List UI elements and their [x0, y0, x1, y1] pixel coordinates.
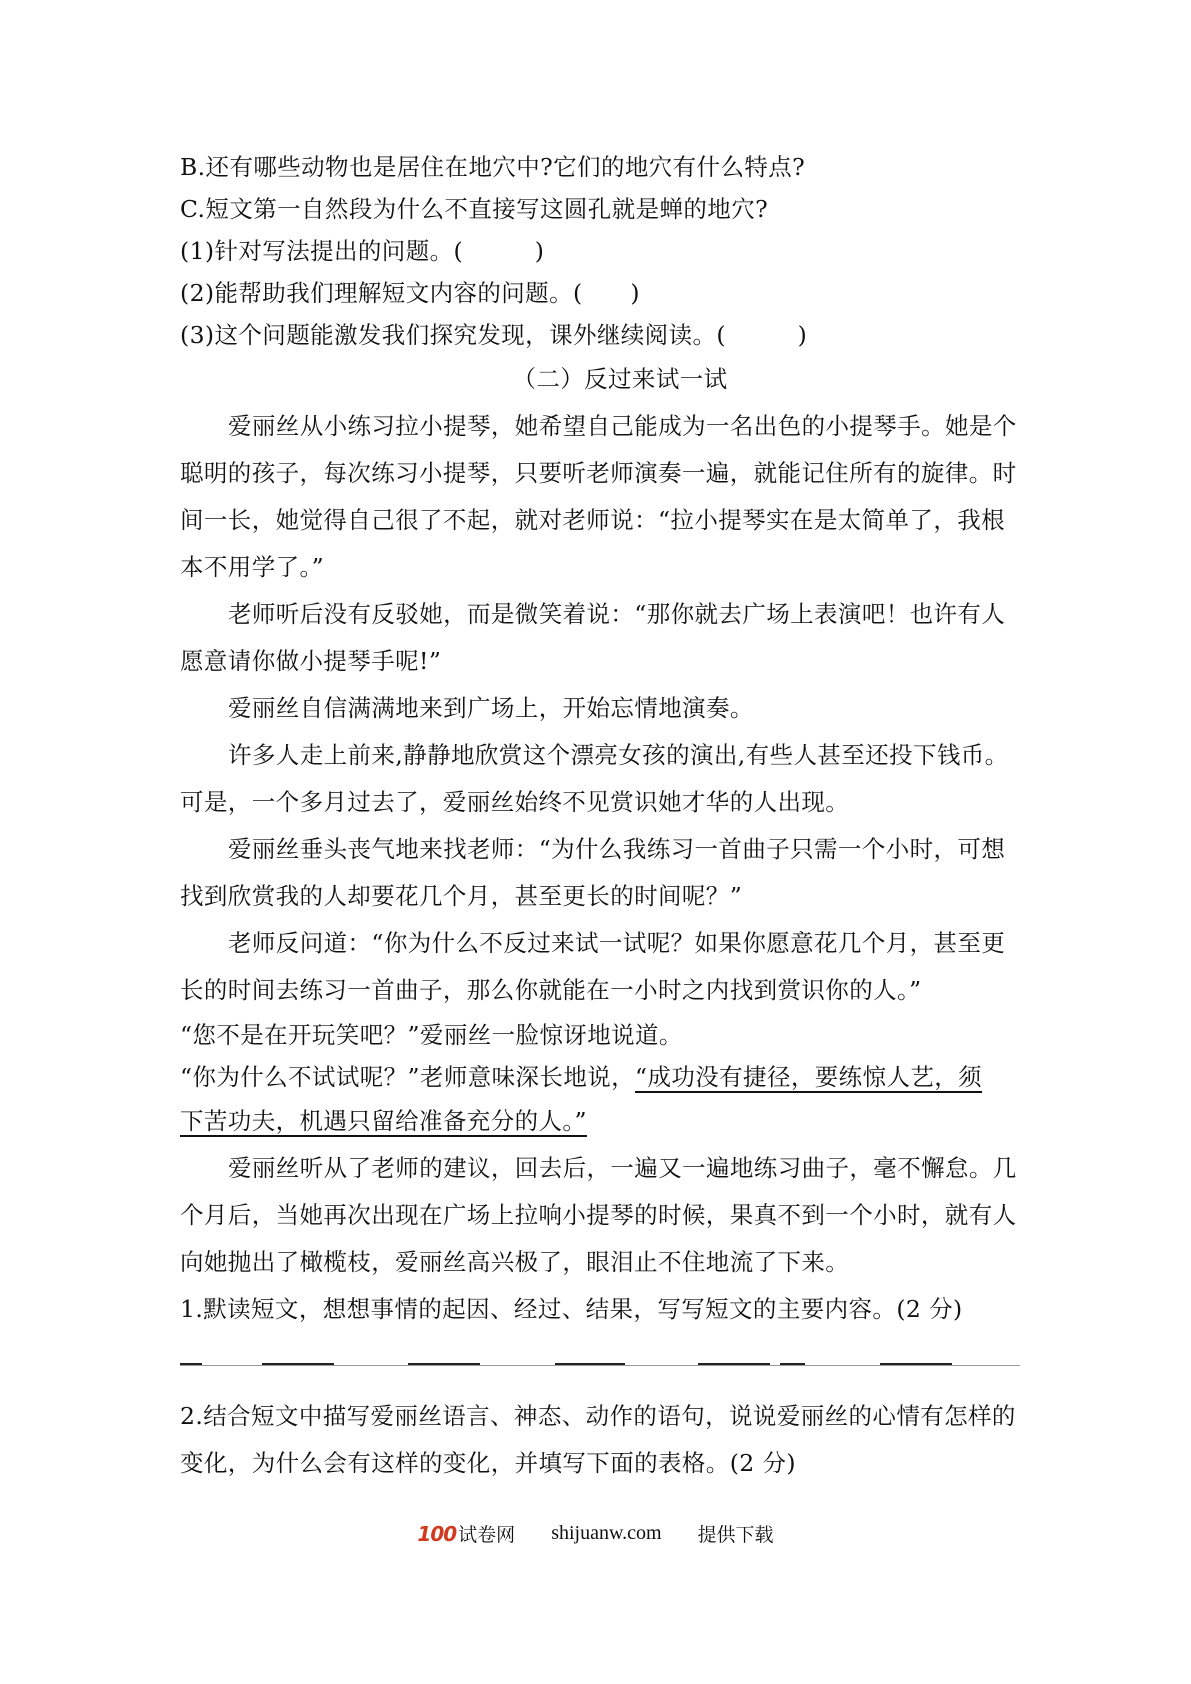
- section-title: （二）反过来试一试: [512, 365, 728, 393]
- question-2: [180, 1393, 1020, 1487]
- paragraph-line: 爱丽丝听从了老师的建议，回去后，一遍又一遍地练习曲子，毫不懈怠。几: [228, 1154, 1017, 1182]
- site-url: shijuanw.com: [551, 1522, 662, 1544]
- paragraph-line: 找到欣赏我的人却要花几个月，甚至更长的时间呢？”: [180, 882, 743, 910]
- paragraph-9: [180, 1145, 1020, 1286]
- paragraph-8: [180, 1056, 1020, 1145]
- paragraph-line: 可是，一个多月过去了，爱丽丝始终不见赏识她才华的人出现。: [180, 788, 850, 816]
- paragraph-line: 向她抛出了橄榄枝，爱丽丝高兴极了，眼泪止不住地流了下来。: [180, 1248, 850, 1276]
- answer-baseline: [180, 1365, 1020, 1366]
- download-note: 提供下载: [697, 1524, 774, 1546]
- sub-question-3: (3)这个问题能激发我们探究发现，课外继续阅读。( ): [180, 321, 808, 349]
- paragraph-6: [180, 920, 1020, 1014]
- paragraph-line: [180, 1056, 1020, 1098]
- paragraph-4: [180, 732, 1020, 826]
- underlined-quote: 下苦功夫，机遇只留给准备充分的人。”: [180, 1107, 587, 1135]
- paragraph-line: [180, 1098, 1020, 1145]
- answer-segment: [780, 1363, 805, 1365]
- paragraph-line: 聪明的孩子，每次练习小提琴，只要听老师演奏一遍，就能记住所有的旋律。时: [180, 459, 1017, 487]
- question-1: 1.默读短文，想想事情的起因、经过、结果，写写短文的主要内容。(2 分): [180, 1295, 963, 1323]
- paragraph-line: 长的时间去练习一首曲子，那么你就能在一小时之内找到赏识你的人。”: [180, 976, 922, 1004]
- question-line: 2.结合短文中描写爱丽丝语言、神态、动作的语句，说说爱丽丝的心情有怎样的: [180, 1402, 1016, 1430]
- option-b: B.还有哪些动物也是居住在地穴中?它们的地穴有什么特点?: [180, 153, 806, 181]
- paragraph-5: [180, 826, 1020, 920]
- sub-question-1: (1)针对写法提出的问题。( ): [180, 237, 545, 265]
- paragraph-line: 爱丽丝垂头丧气地来找老师：“为什么我练习一首曲子只需一个小时，可想: [228, 835, 1006, 863]
- page-content: [180, 146, 1020, 1487]
- site-logo: 100: [417, 1521, 457, 1546]
- paragraph-line: 许多人走上前来,静静地欣赏这个漂亮女孩的演出,有些人甚至还投下钱币。: [228, 741, 1009, 769]
- brand-name: 试卷网: [458, 1524, 516, 1546]
- paragraph-line: 本不用学了。”: [180, 553, 325, 581]
- answer-segment: [180, 1363, 202, 1365]
- paragraph-7: “您不是在开玩笑吧？”爱丽丝一脸惊讶地说道。: [180, 1021, 683, 1049]
- paragraph-line: 间一长，她觉得自己很了不起，就对老师说：“拉小提琴实在是太简单了，我根: [180, 506, 1006, 534]
- underlined-quote: “成功没有捷径，要练惊人艺，须: [635, 1063, 983, 1091]
- paragraph-line: 爱丽丝从小练习拉小提琴，她希望自己能成为一名出色的小提琴手。她是个: [228, 412, 1017, 440]
- dialogue-text: “你为什么不试试呢？”老师意味深长地说，: [180, 1063, 636, 1091]
- sub-question-2: (2)能帮助我们理解短文内容的问题。( ): [180, 279, 640, 307]
- option-c: C.短文第一自然段为什么不直接写这圆孔就是蝉的地穴?: [180, 195, 769, 223]
- paragraph-2: [180, 591, 1020, 685]
- paragraph-1: [180, 403, 1020, 591]
- paragraph-line: 老师听后没有反驳她，而是微笑着说：“那你就去广场上表演吧！也许有人: [228, 600, 1006, 628]
- answer-segment: [408, 1363, 480, 1365]
- paragraph-line: 老师反问道：“你为什么不反过来试一试呢？如果你愿意花几个月，甚至更: [228, 929, 1006, 957]
- paragraph-line: 愿意请你做小提琴手呢!”: [180, 647, 442, 675]
- answer-segment: [262, 1363, 334, 1365]
- paragraph-line: 个月后，当她再次出现在广场上拉响小提琴的时候，果真不到一个小时，就有人: [180, 1201, 1017, 1229]
- page-footer: [0, 1520, 1191, 1547]
- answer-line[interactable]: [180, 1333, 1020, 1393]
- answer-segment: [880, 1363, 952, 1365]
- paragraph-3: 爱丽丝自信满满地来到广场上，开始忘情地演奏。: [228, 694, 754, 722]
- answer-segment: [698, 1363, 770, 1365]
- answer-segment: [555, 1363, 625, 1365]
- question-line: 变化，为什么会有这样的变化，并填写下面的表格。(2 分): [180, 1449, 796, 1477]
